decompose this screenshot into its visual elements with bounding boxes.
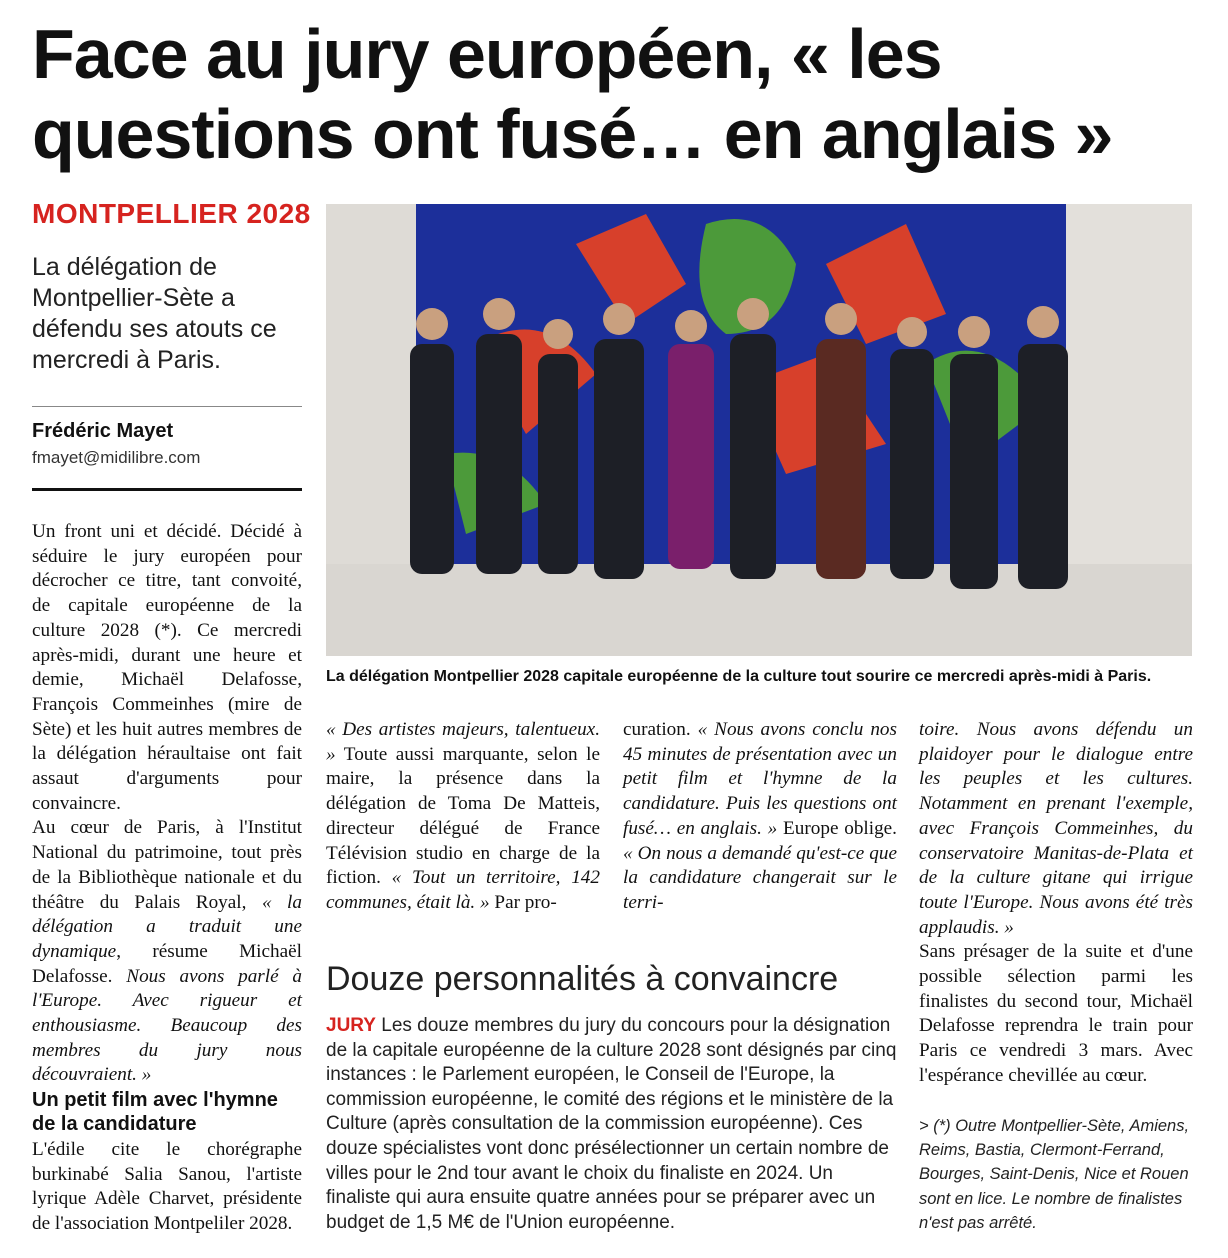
paragraph: toire. Nous avons défendu un plaidoyer pour le dialogue entre les peuples et les cultures. Notamment en prenant l'exemple, avec François Commeinhes, du conservatoire Manitas-de-Plata et de la culture gitane qui irrigue toute l'Europe. Nous avons été très applaudis. » bbox=[919, 719, 1193, 938]
paragraph: « Des artistes majeurs, talentueux. » Toute aussi marquante, selon le maire, la présence dans la délégation de Toma De Matteis, directeur délégué de France Télévision studio en charge de la fiction. « Tout un territoire, 142 communes, était là. » Par pro- bbox=[326, 719, 600, 913]
divider bbox=[32, 406, 302, 407]
photo-illustration bbox=[326, 204, 1192, 656]
author-name: Frédéric Mayet bbox=[32, 420, 174, 442]
subheading: Un petit film avec l'hymne de la candidature bbox=[32, 1089, 278, 1135]
divider bbox=[32, 488, 302, 491]
article-column-1 bbox=[32, 520, 302, 1088]
article-column-3 bbox=[623, 718, 897, 916]
article-column-2 bbox=[326, 718, 600, 916]
paragraph: Au cœur de Paris, à l'Institut National du patrimoine, tout près de la Bibliothèque nationale et du théâtre du Palais Royal, « la délégation a traduit une dynamique, résume Michaël Delafosse. Nous avons parlé à l'Europe. Avec rigueur et enthousiasme. Beaucoup des membres du jury nous découvraient. » bbox=[32, 817, 303, 1086]
article-column-1-continued bbox=[32, 1138, 302, 1237]
footnote: > (*) Outre Montpellier-Sète, Amiens, Reims, Bastia, Clermont-Ferrand, Bourges, Saint-Denis, Nice et Rouen sont en lice. Le nombre de finalistes n'est pas arrêté. bbox=[919, 1117, 1190, 1232]
delegation-photo bbox=[326, 204, 1192, 656]
paragraph: Un front uni et décidé. Décidé à séduire le jury européen pour décrocher ce titre, tant convoité, de capitale européenne de la culture 2028 (*). Ce mercredi après-midi, durant une heure et demie, Michaël Delafosse, François Commeinhes (mire de Sète) et les huit autres membres de la délégation héraultaise ont fait assaut d'arguments pour convaincre. bbox=[32, 521, 302, 814]
article-column-4 bbox=[919, 718, 1193, 1089]
standfirst: La délégation de Montpellier-Sète a défendu ses atouts ce mercredi à Paris. bbox=[32, 253, 277, 374]
headline: Face au jury européen, « les questions ont fusé… en anglais » bbox=[32, 15, 1113, 173]
photo-caption: La délégation Montpellier 2028 capitale européenne de la culture tout sourire ce mercredi après-midi à Paris. bbox=[326, 668, 1152, 685]
paragraph: L'édile cite le chorégraphe burkinabé Salia Sanou, l'artiste lyrique Adèle Charvet, présidente de l'association Montpeliler 2028. bbox=[32, 1139, 302, 1235]
paragraph: Sans présager de la suite et d'une possible sélection parmi les finalistes du second tour, Michaël Delafosse reprendra le train pour Paris ce vendredi 3 mars. Avec l'espérance chevillée au cœur. bbox=[919, 941, 1193, 1086]
sidebar-box-text: JURY Les douze membres du jury du concours pour la désignation de la capitale européenne de la culture 2028 sont désignés par cinq instances : le Parlement européen, le Conseil de l'Europe, la commission européenne, le comité des régions et le ministère de la Culture (après consultation de la commission européenne). Ces douze spécialistes vont donc présélectionner un certain nombre de villes pour le 2nd tour avant le choix du finaliste en 2024. Un finaliste qui aura ensuite quatre années pour se préparer avec un budget de 1,5 M€ de l'Union européenne. bbox=[326, 1015, 897, 1233]
author-email[interactable]: fmayet@midilibre.com bbox=[32, 448, 201, 467]
sidebar-box-title: Douze personnalités à convaincre bbox=[326, 960, 839, 998]
kicker: MONTPELLIER 2028 bbox=[32, 198, 311, 229]
jury-tag: JURY bbox=[326, 1015, 376, 1036]
paragraph: curation. « Nous avons conclu nos 45 minutes de présentation avec un petit film et l'hymne de la candidature. Puis les questions ont fusé… en anglais. » Europe oblige. « On nous a demandé qu'est-ce que la candidature changerait sur le terri- bbox=[623, 719, 897, 913]
